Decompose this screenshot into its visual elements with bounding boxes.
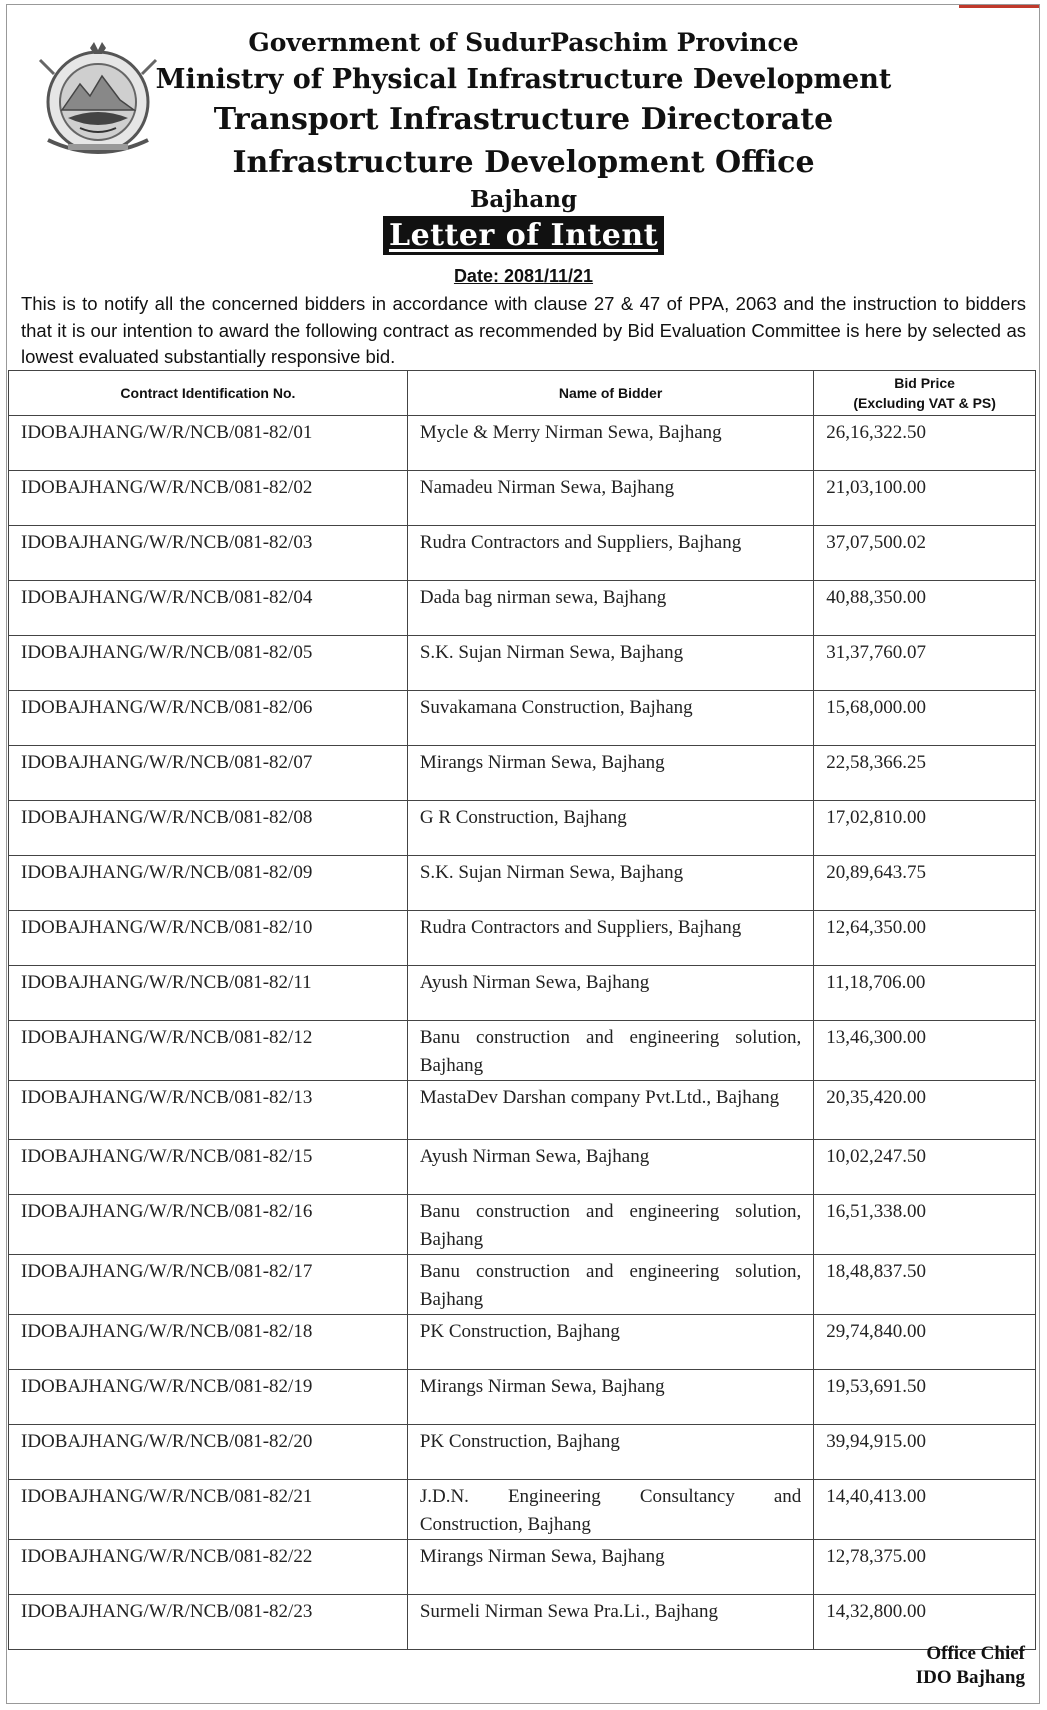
price-cell: 12,78,375.00 xyxy=(814,1540,1036,1595)
bidder-cell: MastaDev Darshan company Pvt.Ltd., Bajhang xyxy=(407,1081,813,1140)
contract-id-cell: IDOBAJHANG/W/R/NCB/081-82/03 xyxy=(9,526,408,581)
column-header-price xyxy=(814,371,1036,416)
corner-mark xyxy=(959,5,1039,8)
contract-id-cell: IDOBAJHANG/W/R/NCB/081-82/18 xyxy=(9,1315,408,1370)
contract-id-cell: IDOBAJHANG/W/R/NCB/081-82/20 xyxy=(9,1425,408,1480)
price-cell: 39,94,915.00 xyxy=(814,1425,1036,1480)
price-cell: 29,74,840.00 xyxy=(814,1315,1036,1370)
contract-id-cell: IDOBAJHANG/W/R/NCB/081-82/10 xyxy=(9,911,408,966)
header-directorate: Transport Infrastructure Directorate xyxy=(213,102,834,137)
price-cell: 15,68,000.00 xyxy=(814,691,1036,746)
table-row xyxy=(9,1081,1036,1140)
table-row xyxy=(9,691,1036,746)
header-ministry: Ministry of Physical Infrastructure Development xyxy=(155,64,892,95)
table-row xyxy=(9,1595,1036,1650)
table-row xyxy=(9,966,1036,1021)
contract-id-cell: IDOBAJHANG/W/R/NCB/081-82/21 xyxy=(9,1480,408,1540)
table-row xyxy=(9,856,1036,911)
header-office: Infrastructure Development Office xyxy=(232,145,815,180)
table-row xyxy=(9,1195,1036,1255)
bidder-cell: PK Construction, Bajhang xyxy=(407,1425,813,1480)
contract-id-cell: IDOBAJHANG/W/R/NCB/081-82/01 xyxy=(9,416,408,471)
bidder-cell: S.K. Sujan Nirman Sewa, Bajhang xyxy=(407,636,813,691)
bidder-cell: J.D.N. Engineering Consultancy and Construction, Bajhang xyxy=(407,1480,813,1540)
table-row xyxy=(9,1315,1036,1370)
contract-id-cell: IDOBAJHANG/W/R/NCB/081-82/15 xyxy=(9,1140,408,1195)
intro-paragraph: This is to notify all the concerned bidders in accordance with clause 27 & 47 of PPA, 2063 and the instruction to bidders that it is our intention to award the following contract as recommended by Bid Evaluation Committee is here by selected as lowest evaluated substantially responsive bid. xyxy=(21,293,1026,367)
price-cell: 11,18,706.00 xyxy=(814,966,1036,1021)
bidder-cell: Suvakamana Construction, Bajhang xyxy=(407,691,813,746)
price-cell: 20,89,643.75 xyxy=(814,856,1036,911)
title-wrapper xyxy=(0,216,1047,255)
bidder-cell: Banu construction and engineering solution, Bajhang xyxy=(407,1195,813,1255)
price-cell: 20,35,420.00 xyxy=(814,1081,1036,1140)
bidder-cell: Rudra Contractors and Suppliers, Bajhang xyxy=(407,526,813,581)
table-row xyxy=(9,1480,1036,1540)
contract-id-cell: IDOBAJHANG/W/R/NCB/081-82/22 xyxy=(9,1540,408,1595)
signature-title: Office Chief xyxy=(926,1643,1025,1664)
price-cell: 10,02,247.50 xyxy=(814,1140,1036,1195)
contract-id-cell: IDOBAJHANG/W/R/NCB/081-82/17 xyxy=(9,1255,408,1315)
document-title: Letter of Intent xyxy=(383,216,664,255)
price-cell: 14,40,413.00 xyxy=(814,1480,1036,1540)
price-cell: 22,58,366.25 xyxy=(814,746,1036,801)
contract-id-cell: IDOBAJHANG/W/R/NCB/081-82/07 xyxy=(9,746,408,801)
column-header-bidder: Name of Bidder xyxy=(407,371,813,416)
notice-date: Date: 2081/11/21 xyxy=(453,266,594,286)
bidder-cell: Banu construction and engineering solution, Bajhang xyxy=(407,1255,813,1315)
contract-id-cell: IDOBAJHANG/W/R/NCB/081-82/08 xyxy=(9,801,408,856)
contract-id-cell: IDOBAJHANG/W/R/NCB/081-82/11 xyxy=(9,966,408,1021)
price-cell: 13,46,300.00 xyxy=(814,1021,1036,1081)
bidder-cell: Rudra Contractors and Suppliers, Bajhang xyxy=(407,911,813,966)
contract-id-cell: IDOBAJHANG/W/R/NCB/081-82/19 xyxy=(9,1370,408,1425)
bidder-cell: Mycle & Merry Nirman Sewa, Bajhang xyxy=(407,416,813,471)
table-row xyxy=(9,581,1036,636)
contract-id-cell: IDOBAJHANG/W/R/NCB/081-82/05 xyxy=(9,636,408,691)
bidder-cell: Namadeu Nirman Sewa, Bajhang xyxy=(407,471,813,526)
price-cell: 26,16,322.50 xyxy=(814,416,1036,471)
contract-id-cell: IDOBAJHANG/W/R/NCB/081-82/02 xyxy=(9,471,408,526)
table-row xyxy=(9,416,1036,471)
bidder-cell: Ayush Nirman Sewa, Bajhang xyxy=(407,1140,813,1195)
price-cell: 21,03,100.00 xyxy=(814,471,1036,526)
table-row xyxy=(9,1021,1036,1081)
bidder-cell: G R Construction, Bajhang xyxy=(407,801,813,856)
price-cell: 16,51,338.00 xyxy=(814,1195,1036,1255)
table-row xyxy=(9,1425,1036,1480)
price-cell: 37,07,500.02 xyxy=(814,526,1036,581)
price-cell: 12,64,350.00 xyxy=(814,911,1036,966)
contract-id-cell: IDOBAJHANG/W/R/NCB/081-82/06 xyxy=(9,691,408,746)
header-district: Bajhang xyxy=(469,186,578,213)
table-row xyxy=(9,471,1036,526)
bidder-cell: Dada bag nirman sewa, Bajhang xyxy=(407,581,813,636)
contract-id-cell: IDOBAJHANG/W/R/NCB/081-82/09 xyxy=(9,856,408,911)
table-row xyxy=(9,1540,1036,1595)
price-cell: 14,32,800.00 xyxy=(814,1595,1036,1650)
bidder-cell: Surmeli Nirman Sewa Pra.Li., Bajhang xyxy=(407,1595,813,1650)
bidder-cell: PK Construction, Bajhang xyxy=(407,1315,813,1370)
table-row xyxy=(9,526,1036,581)
bidder-cell: S.K. Sujan Nirman Sewa, Bajhang xyxy=(407,856,813,911)
table-row xyxy=(9,1370,1036,1425)
contract-id-cell: IDOBAJHANG/W/R/NCB/081-82/13 xyxy=(9,1081,408,1140)
table-row xyxy=(9,636,1036,691)
contract-id-cell: IDOBAJHANG/W/R/NCB/081-82/12 xyxy=(9,1021,408,1081)
bid-table xyxy=(8,370,1036,1650)
column-header-contract: Contract Identification No. xyxy=(9,371,408,416)
bidder-cell: Mirangs Nirman Sewa, Bajhang xyxy=(407,746,813,801)
price-cell: 19,53,691.50 xyxy=(814,1370,1036,1425)
price-cell: 40,88,350.00 xyxy=(814,581,1036,636)
contract-id-cell: IDOBAJHANG/W/R/NCB/081-82/04 xyxy=(9,581,408,636)
contract-id-cell: IDOBAJHANG/W/R/NCB/081-82/16 xyxy=(9,1195,408,1255)
column-header-price-line1: Bid Price xyxy=(894,375,955,391)
table-row xyxy=(9,746,1036,801)
table-row xyxy=(9,801,1036,856)
column-header-price-line2: (Excluding VAT & PS) xyxy=(853,395,996,411)
table-row xyxy=(9,1255,1036,1315)
table-header-row xyxy=(9,371,1036,416)
contract-id-cell: IDOBAJHANG/W/R/NCB/081-82/23 xyxy=(9,1595,408,1650)
bidder-cell: Ayush Nirman Sewa, Bajhang xyxy=(407,966,813,1021)
bidder-cell: Mirangs Nirman Sewa, Bajhang xyxy=(407,1540,813,1595)
table-row xyxy=(9,1140,1036,1195)
nepal-emblem-icon xyxy=(28,40,168,160)
table-row xyxy=(9,911,1036,966)
header-government: Government of SudurPaschim Province xyxy=(248,28,799,57)
signature-office: IDO Bajhang xyxy=(915,1667,1025,1688)
price-cell: 18,48,837.50 xyxy=(814,1255,1036,1315)
price-cell: 31,37,760.07 xyxy=(814,636,1036,691)
bidder-cell: Banu construction and engineering solution, Bajhang xyxy=(407,1021,813,1081)
price-cell: 17,02,810.00 xyxy=(814,801,1036,856)
bidder-cell: Mirangs Nirman Sewa, Bajhang xyxy=(407,1370,813,1425)
